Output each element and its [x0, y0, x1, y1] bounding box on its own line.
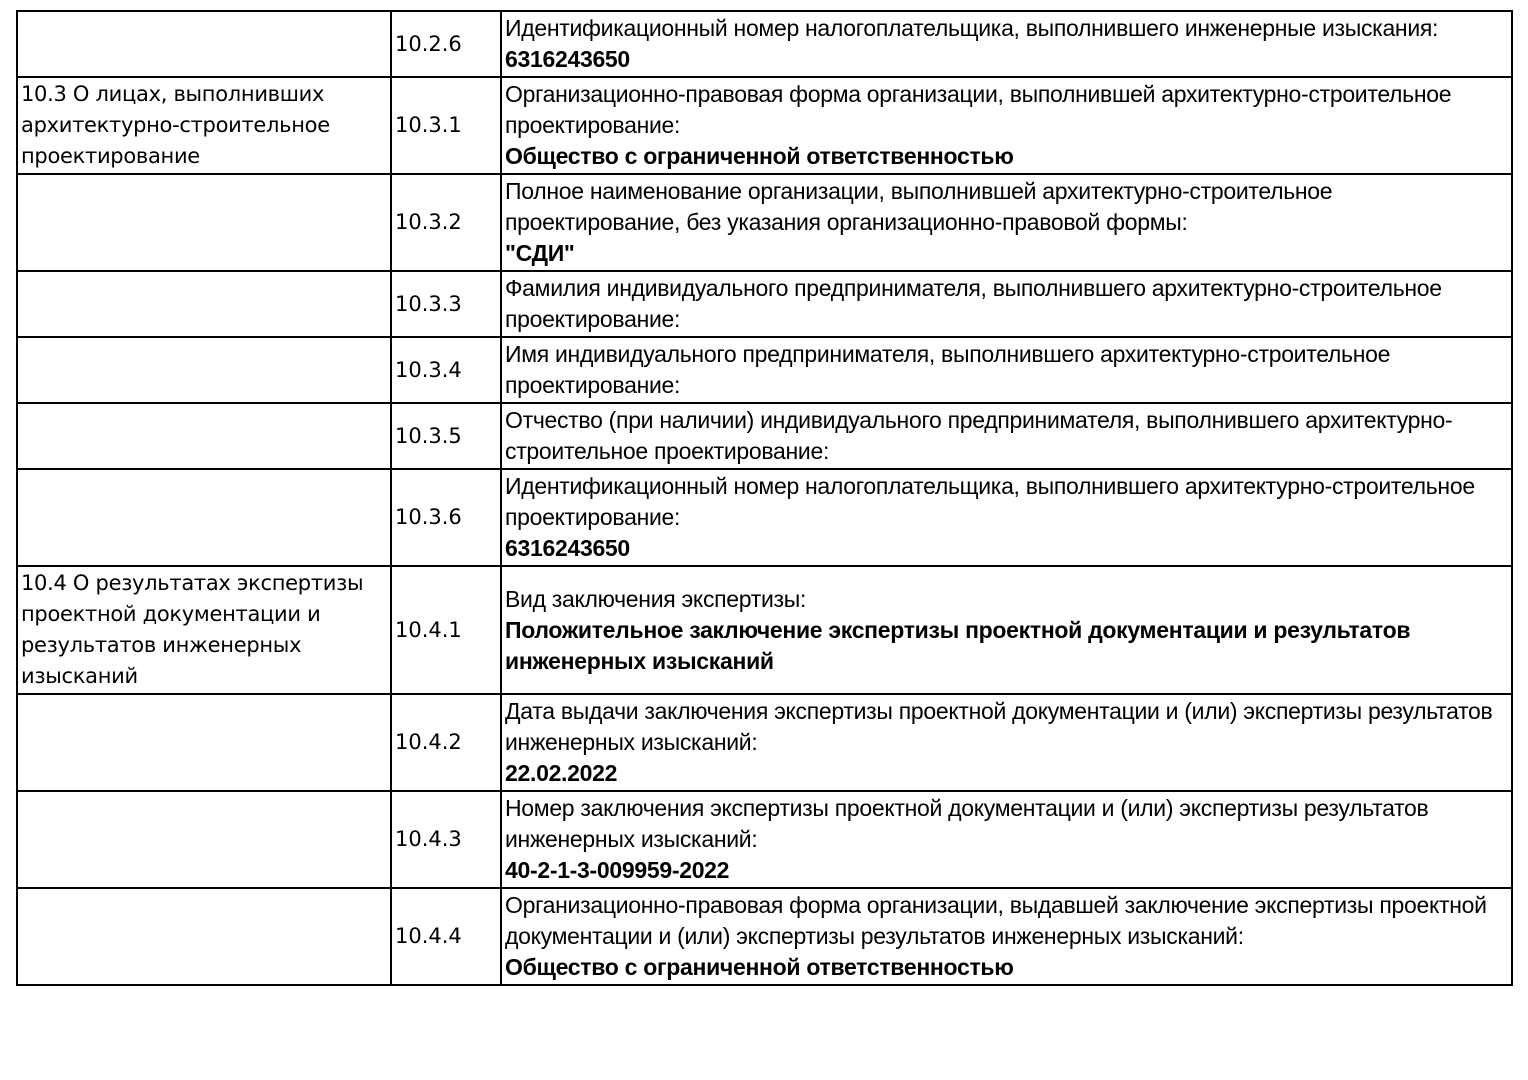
content-cell: [501, 174, 1512, 271]
table-row: [17, 11, 1512, 77]
field-value: "СДИ": [505, 240, 575, 266]
field-label: Вид заключения экспертизы:: [505, 585, 807, 612]
field-label: Имя индивидуального предпринимателя, выполнившего архитектурно-строительное проектирование:: [505, 341, 1391, 398]
content-cell: [501, 888, 1512, 985]
content-cell: [501, 11, 1512, 77]
field-label: Организационно-правовая форма организации, выдавшей заключение экспертизы проектной документации и (или) экспертизы результатов инженерных изысканий:: [505, 892, 1487, 949]
field-label: Номер заключения экспертизы проектной документации и (или) экспертизы результатов инженерных изысканий:: [505, 795, 1429, 852]
section-cell: [17, 11, 391, 77]
field-value: 22.02.2022: [505, 760, 618, 786]
field-label: Идентификационный номер налогоплательщика, выполнившего инженерные изыскания:: [505, 15, 1439, 41]
code-cell: 10.4.3: [391, 791, 501, 888]
section-cell: [17, 271, 391, 337]
table-row: [17, 271, 1512, 337]
table-row: [17, 469, 1512, 566]
code-cell: 10.3.6: [391, 469, 501, 566]
section-cell: [17, 174, 391, 271]
section-cell: [17, 469, 391, 566]
field-label: Отчество (при наличии) индивидуального предпринимателя, выполнившего архитектурно-строительное проектирование:: [505, 407, 1453, 464]
table-row: [17, 337, 1512, 403]
section-cell: [17, 403, 391, 469]
content-cell: [501, 566, 1512, 694]
field-value: Общество с ограниченной ответственностью: [505, 954, 1014, 980]
section-cell: 10.4 О результатах экспертизы проектной документации и результатов инженерных изысканий: [17, 566, 391, 694]
field-label: Дата выдачи заключения экспертизы проектной документации и (или) экспертизы результатов инженерных изысканий:: [505, 698, 1493, 755]
field-label: Организационно-правовая форма организации, выполнившей архитектурно-строительное проектирование:: [505, 81, 1452, 138]
code-cell: 10.3.4: [391, 337, 501, 403]
code-cell: 10.3.3: [391, 271, 501, 337]
table-row: [17, 566, 1512, 694]
field-value: Общество с ограниченной ответственностью: [505, 143, 1014, 169]
content-cell: [501, 77, 1512, 174]
field-label: Полное наименование организации, выполнившей архитектурно-строительное проектирование, без указания организационно-правовой формы:: [505, 178, 1333, 235]
code-cell: 10.3.5: [391, 403, 501, 469]
content-cell: [501, 403, 1512, 469]
section-cell: [17, 694, 391, 791]
code-cell: 10.3.1: [391, 77, 501, 174]
table-row: [17, 694, 1512, 791]
table-row: [17, 888, 1512, 985]
section-cell: 10.3 О лицах, выполнивших архитектурно-строительное проектирование: [17, 77, 391, 174]
code-cell: 10.2.6: [391, 11, 501, 77]
code-cell: 10.4.2: [391, 694, 501, 791]
project-declaration-table: [16, 10, 1513, 986]
table-row: [17, 403, 1512, 469]
field-value: Положительное заключение экспертизы проектной документации и результатов инженерных изысканий: [505, 616, 1411, 674]
code-cell: 10.4.1: [391, 566, 501, 694]
section-cell: [17, 888, 391, 985]
table-row: [17, 791, 1512, 888]
content-cell: [501, 791, 1512, 888]
field-value: 6316243650: [505, 46, 630, 72]
field-label: Фамилия индивидуального предпринимателя, выполнившего архитектурно-строительное проектирование:: [505, 275, 1442, 332]
section-cell: [17, 791, 391, 888]
field-value: 6316243650: [505, 535, 630, 561]
table-row: [17, 77, 1512, 174]
content-cell: [501, 469, 1512, 566]
code-cell: 10.3.2: [391, 174, 501, 271]
content-cell: [501, 337, 1512, 403]
field-value: 40-2-1-3-009959-2022: [505, 857, 730, 883]
section-cell: [17, 337, 391, 403]
table-row: [17, 174, 1512, 271]
field-label: Идентификационный номер налогоплательщика, выполнившего архитектурно-строительное проектирование:: [505, 473, 1475, 530]
content-cell: [501, 271, 1512, 337]
content-cell: [501, 694, 1512, 791]
code-cell: 10.4.4: [391, 888, 501, 985]
